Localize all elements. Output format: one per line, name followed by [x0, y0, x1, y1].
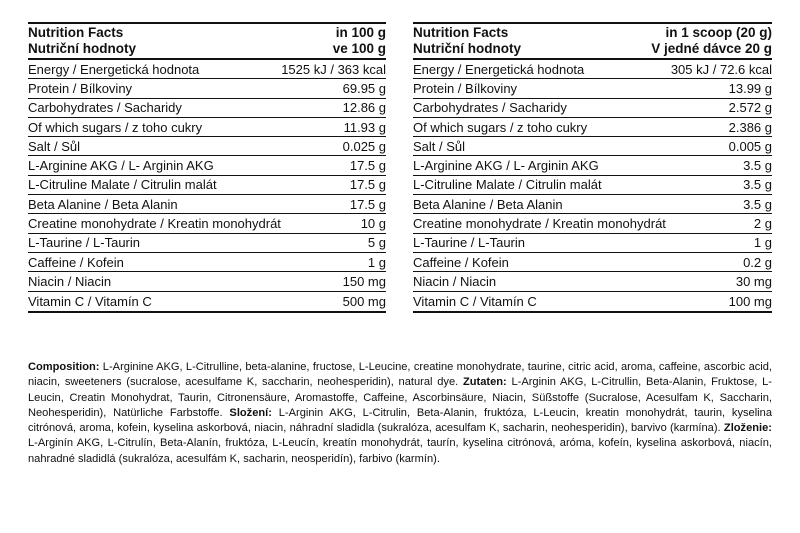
row-label: L-Citruline Malate / Citrulin malát [28, 177, 217, 193]
row-value: 0.2 g [743, 254, 772, 270]
row-label: Salt / Sůl [413, 138, 466, 154]
table-row [28, 137, 386, 156]
row-label: Salt / Sůl [28, 138, 81, 154]
table-row [413, 137, 772, 156]
table-row [413, 79, 772, 98]
table-row [413, 118, 772, 137]
table-row [413, 176, 772, 195]
row-label: Niacin / Niacin [28, 273, 112, 289]
composition-text [28, 360, 772, 467]
row-label: Creatine monohydrate / Kreatin monohydrát [413, 216, 666, 232]
table-row [28, 234, 386, 253]
row-value: 0.025 g [342, 138, 386, 154]
row-value: 13.99 g [728, 80, 772, 96]
composition-heading-de: Zutaten: [462, 376, 507, 389]
row-label: Vitamin C / Vitamín C [28, 293, 152, 309]
table-row [28, 176, 386, 195]
table-row [413, 292, 772, 311]
table-row [28, 272, 386, 291]
header-unit-en: in 1 scoop (20 g) [665, 25, 772, 40]
nutrition-table-per-100g [28, 22, 386, 313]
header-unit-cz: ve 100 g [332, 41, 386, 56]
row-label: Protein / Bílkoviny [28, 80, 133, 96]
composition-heading-sk: Zloženie: [723, 422, 772, 435]
table-row [28, 118, 386, 137]
table-row [28, 156, 386, 175]
row-label: L-Arginine AKG / L- Arginin AKG [413, 158, 599, 174]
row-value: 2.386 g [728, 119, 772, 135]
table-row [413, 272, 772, 291]
nutrition-table-per-scoop [413, 22, 772, 313]
table-row [28, 99, 386, 118]
table-row [28, 292, 386, 311]
row-value: 305 kJ / 72.6 kcal [670, 61, 772, 77]
row-value: 69.95 g [342, 80, 386, 96]
table-row [28, 253, 386, 272]
row-label: Carbohydrates / Sacharidy [413, 100, 567, 116]
header-title-cz: Nutriční hodnoty [413, 41, 521, 56]
row-value: 17.5 g [349, 177, 386, 193]
table-row [413, 253, 772, 272]
composition-body-cz: L-Arginin AKG, L-Citrulin, Beta-Alanin, fruktóza, L-Leucin, kreatin monohydrát, taurin, kyselina citrónová, aroma, kofein, kyselina askorbová, niacin, náhradní sladidla (sukralóza, acesulfam K, sacharin, neohesperidin), barvivo (karmína). [28, 406, 772, 435]
header-unit-en: in 100 g [335, 25, 386, 40]
table-row [413, 99, 772, 118]
table-header [413, 24, 772, 60]
row-label: L-Taurine / L-Taurin [413, 235, 525, 251]
row-value: 0.005 g [728, 138, 772, 154]
header-unit-cz: V jedné dávce 20 g [651, 41, 772, 56]
row-value: 1525 kJ / 363 kcal [281, 61, 386, 77]
row-label: Of which sugars / z toho cukry [413, 119, 588, 135]
table-row [413, 60, 772, 79]
composition-body-sk: L-Arginín AKG, L-Citrulín, Beta-Alanín, fruktóza, L-Leucín, kreatín monohydrát, taurín, kyselina citrónová, aróma, kofeín, kyselina askorbová, niacín, nahradné sladidlá (sukralóza, acesulfám K, sacharin, neosperidín), farbivo (karmín). [28, 437, 772, 465]
row-value: 500 mg [342, 293, 386, 309]
row-value: 17.5 g [349, 158, 386, 174]
row-value: 12.86 g [342, 100, 386, 116]
table-row [413, 156, 772, 175]
row-value: 2 g [753, 216, 772, 232]
header-title-cz: Nutriční hodnoty [28, 41, 136, 56]
row-value: 100 mg [728, 293, 772, 309]
table-row [413, 195, 772, 214]
row-value: 1 g [367, 254, 386, 270]
composition-body-de: L-Arginin AKG, L-Citrullin, Beta-Alanin, Fruktose, L-Leucin, Creatin Monohydrat, Taurin, Citronensäure, Aromastoffe, Caffeine, Ascorbinsäure, Niacin, Süßstoffe (Sucralose, Acesulfam K, Saccharin, Neohesperidin), Natürliche Farbstoffe. [28, 376, 772, 419]
composition-heading-cz: Složení: [229, 406, 272, 419]
header-title-en: Nutrition Facts [413, 25, 509, 40]
row-value: 3.5 g [743, 196, 772, 212]
table-row [28, 214, 386, 233]
row-label: Beta Alanine / Beta Alanin [28, 196, 178, 212]
row-value: 150 mg [342, 273, 386, 289]
composition-heading-en: Composition: [28, 361, 100, 373]
row-label: L-Arginine AKG / L- Arginin AKG [28, 158, 214, 174]
row-label: Niacin / Niacin [413, 273, 497, 289]
row-value: 1 g [753, 235, 772, 251]
row-label: Caffeine / Kofein [413, 254, 509, 270]
table-row [28, 79, 386, 98]
table-row [28, 195, 386, 214]
row-label: Carbohydrates / Sacharidy [28, 100, 182, 116]
row-label: L-Taurine / L-Taurin [28, 235, 140, 251]
row-value: 3.5 g [743, 177, 772, 193]
row-label: Beta Alanine / Beta Alanin [413, 196, 563, 212]
row-label: Caffeine / Kofein [28, 254, 124, 270]
row-label: Energy / Energetická hodnota [413, 61, 585, 77]
row-label: Protein / Bílkoviny [413, 80, 518, 96]
row-value: 17.5 g [349, 196, 386, 212]
row-value: 11.93 g [343, 119, 386, 135]
composition-body-en: L-Arginine AKG, L-Citrulline, beta-alanine, fructose, L-Leucine, creatine monohydrate, taurine, citric acid, aroma, caffeine, ascorbic acid, niacin, sweeteners (sucralose, acesulfame K, saccharin, neohesperidin), natural dye. [28, 361, 772, 389]
row-label: Energy / Energetická hodnota [28, 61, 200, 77]
row-value: 2.572 g [728, 100, 772, 116]
table-row [28, 60, 386, 79]
row-value: 30 mg [735, 273, 772, 289]
row-label: Creatine monohydrate / Kreatin monohydrát [28, 216, 281, 232]
row-value: 3.5 g [743, 158, 772, 174]
header-title-en: Nutrition Facts [28, 25, 124, 40]
table-row [413, 214, 772, 233]
row-label: Vitamin C / Vitamín C [413, 293, 537, 309]
table-header [28, 24, 386, 60]
table-row [413, 234, 772, 253]
row-label: L-Citruline Malate / Citrulin malát [413, 177, 602, 193]
row-value: 5 g [367, 235, 386, 251]
row-label: Of which sugars / z toho cukry [28, 119, 203, 135]
row-value: 10 g [360, 216, 386, 232]
